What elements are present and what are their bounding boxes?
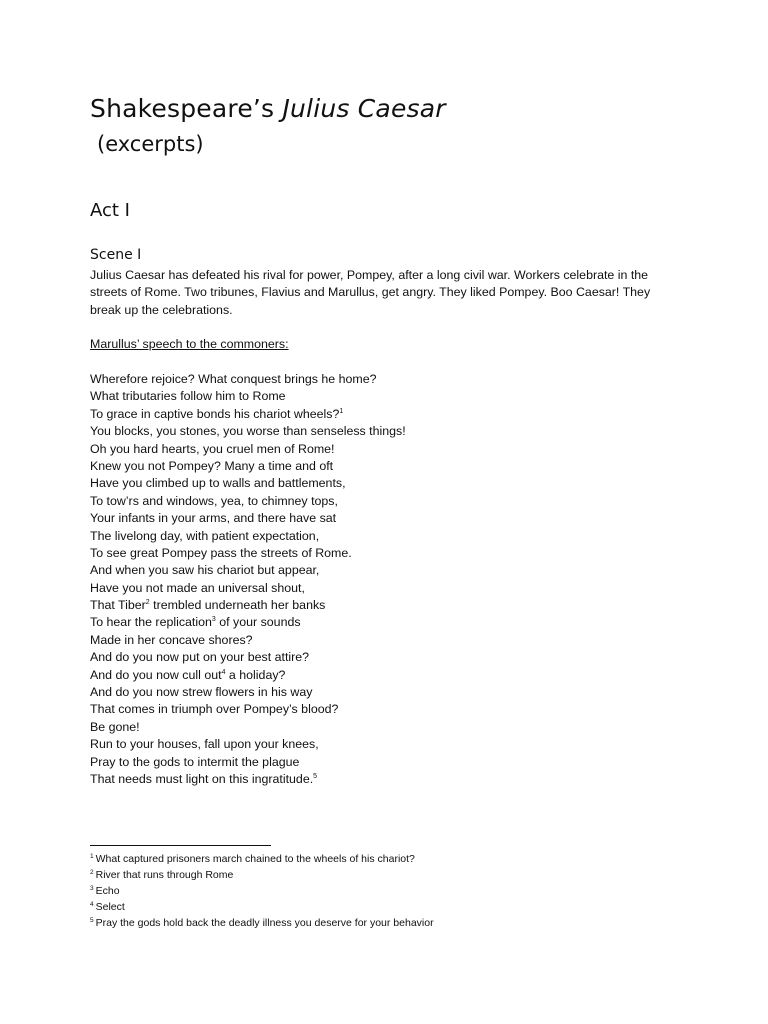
verse-line bbox=[90, 649, 406, 666]
title-play-name: Julius Caesar bbox=[282, 94, 446, 123]
verse-line-text: To hear the replication bbox=[90, 615, 212, 630]
footnote-reference: 2 bbox=[145, 599, 150, 607]
verse-line bbox=[90, 632, 406, 649]
footnote-item bbox=[90, 867, 434, 883]
verse-line bbox=[90, 701, 406, 718]
verse-line-text: Have you not made an universal shout, bbox=[90, 580, 305, 595]
footnote-item bbox=[90, 915, 434, 931]
scene-heading: Scene I bbox=[90, 247, 142, 263]
verse-line-text: Your infants in your arms, and there have sat bbox=[90, 511, 337, 526]
verse-line-text: Have you climbed up to walls and battlements, bbox=[90, 476, 346, 491]
verse-line bbox=[90, 388, 406, 405]
verse-line-text: Knew you not Pompey? Many a time and oft bbox=[90, 458, 334, 473]
verse-line bbox=[90, 545, 406, 562]
footnote-number: 3 bbox=[90, 885, 94, 892]
verse-line bbox=[90, 458, 406, 475]
verse-line-continuation: trembled underneath her banks bbox=[149, 598, 326, 613]
verse-line bbox=[90, 562, 406, 579]
act-heading: Act I bbox=[90, 200, 130, 221]
verse-line-text: And do you now strew flowers in his way bbox=[90, 685, 313, 700]
verse-line-text: To see great Pompey pass the streets of Rome. bbox=[90, 545, 352, 560]
verse-line-text: That Tiber bbox=[90, 598, 146, 613]
title-prefix: Shakespeare’s bbox=[90, 94, 283, 123]
verse-line-text: You blocks, you stones, you worse than senseless things! bbox=[90, 424, 406, 439]
verse-line bbox=[90, 493, 406, 510]
verse-line bbox=[90, 406, 406, 423]
footnote-divider bbox=[90, 845, 271, 846]
verse-line-text: Pray to the gods to intermit the plague bbox=[90, 754, 300, 769]
footnote-text: Pray the gods hold back the deadly illness you deserve for your behavior bbox=[95, 917, 434, 929]
verse-line-continuation: a holiday? bbox=[225, 667, 286, 682]
verse-line-text: Made in her concave shores? bbox=[90, 632, 253, 647]
footnote-text: Echo bbox=[95, 885, 120, 897]
footnote-number: 2 bbox=[90, 869, 94, 876]
verse-line bbox=[90, 528, 406, 545]
page-title bbox=[90, 94, 446, 123]
speech-heading: Marullus’ speech to the commoners: bbox=[90, 337, 289, 351]
verse-line-text: And do you now cull out bbox=[90, 667, 222, 682]
verse-line-text: To tow’rs and windows, yea, to chimney tops, bbox=[90, 493, 338, 508]
footnote-item bbox=[90, 851, 434, 867]
footnote-text: What captured prisoners march chained to the wheels of his chariot? bbox=[95, 853, 415, 865]
verse-line bbox=[90, 614, 406, 631]
verse-line-text: And when you saw his chariot but appear, bbox=[90, 563, 320, 578]
verse-line-text: Oh you hard hearts, you cruel men of Rome! bbox=[90, 441, 335, 456]
scene-intro-paragraph: Julius Caesar has defeated his rival for power, Pompey, after a long civil war. Workers celebrate in the streets of Rome. Two tribunes, Flavius and Marullus, get angry. They liked Pompey. Boo Caesar! They break up the celebrations. bbox=[90, 268, 651, 317]
verse-line-continuation: of your sounds bbox=[215, 615, 301, 630]
verse-line-text: The livelong day, with patient expectation, bbox=[90, 528, 320, 543]
verse-line bbox=[90, 736, 406, 753]
verse-line-text: That needs must light on this ingratitude. bbox=[90, 771, 314, 786]
verse-line bbox=[90, 441, 406, 458]
verse-line-text: What tributaries follow him to Rome bbox=[90, 389, 286, 404]
verse-line-text: That comes in triumph over Pompey’s blood? bbox=[90, 702, 339, 717]
verse-line bbox=[90, 597, 406, 614]
verse-line bbox=[90, 719, 406, 736]
verse-line bbox=[90, 667, 406, 684]
footnote-number: 5 bbox=[90, 917, 94, 924]
footnote-item bbox=[90, 883, 434, 899]
verse-line-text: Wherefore rejoice? What conquest brings he home? bbox=[90, 372, 377, 386]
footnote-reference: 4 bbox=[221, 668, 226, 676]
verse-line bbox=[90, 423, 406, 440]
footnote-text: River that runs through Rome bbox=[95, 869, 234, 881]
verse-line bbox=[90, 475, 406, 492]
verse-line-text: Be gone! bbox=[90, 719, 140, 734]
verse-line bbox=[90, 754, 406, 771]
footnote-text: Select bbox=[95, 901, 125, 913]
verse-line bbox=[90, 771, 406, 788]
verse-line bbox=[90, 580, 406, 597]
verse-line bbox=[90, 510, 406, 527]
footnote-reference: 1 bbox=[339, 407, 344, 415]
verse-line-text: To grace in captive bonds his chariot wheels? bbox=[90, 406, 340, 421]
page-subtitle: (excerpts) bbox=[97, 132, 204, 156]
footnote-reference: 5 bbox=[313, 772, 318, 780]
verse-line bbox=[90, 371, 406, 388]
footnote-item bbox=[90, 899, 434, 915]
verse-line-text: Run to your houses, fall upon your knees, bbox=[90, 737, 319, 752]
speech-verse bbox=[90, 371, 406, 788]
verse-line-text: And do you now put on your best attire? bbox=[90, 650, 310, 665]
footnotes-list bbox=[90, 851, 434, 931]
verse-line bbox=[90, 684, 406, 701]
footnote-reference: 3 bbox=[211, 616, 216, 624]
footnote-number: 4 bbox=[90, 901, 94, 908]
footnote-number: 1 bbox=[90, 853, 94, 860]
